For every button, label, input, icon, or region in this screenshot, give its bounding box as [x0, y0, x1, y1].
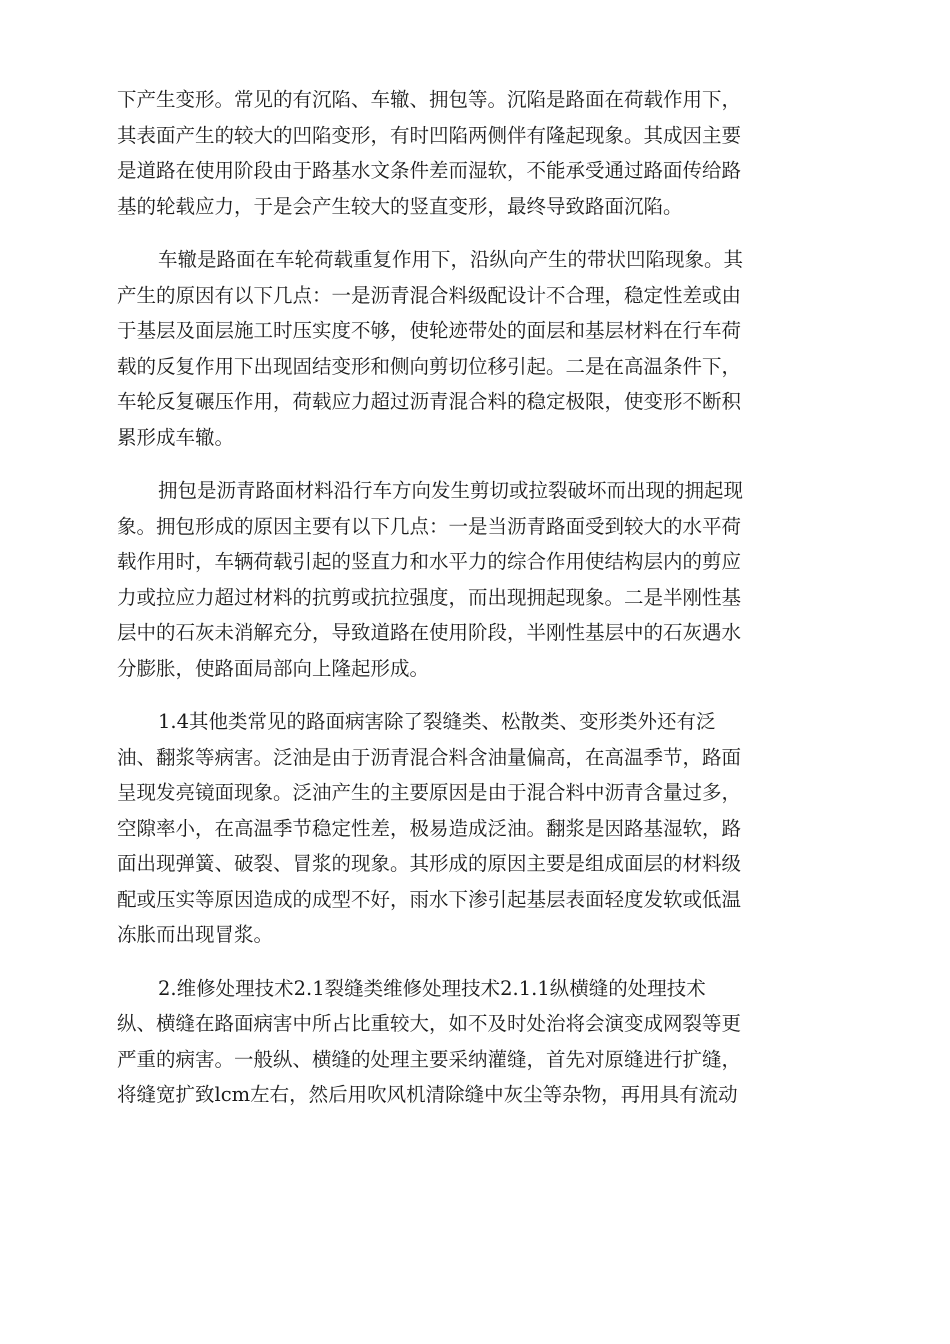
text-line: 面出现弹簧、破裂、冒浆的现象。其形成的原因主要是组成面层的材料级 [117, 852, 742, 875]
text-line: 将缝宽扩致lcm左右，然后用吹风机清除缝中灰尘等杂物，再用具有流动 [117, 1083, 738, 1106]
text-line: 产生的原因有以下几点：一是沥青混合料级配设计不合理，稳定性差或由 [117, 283, 742, 307]
text-line: 分膨胀，使路面局部向上隆起形成。 [117, 656, 430, 680]
text-line: 空隙率小，在高温季节稳定性差，极易造成泛油。翻浆是因路基湿软，路 [117, 816, 742, 840]
text-line: 层中的石灰未消解充分，导致道路在使用阶段，半刚性基层中的石灰遇水 [117, 621, 742, 644]
text-line: 配或压实等原因造成的成型不好，雨水下渗引起基层表面轻度发软或低温 [117, 887, 742, 911]
text-line: 1.4其他类常见的路面病害除了裂缝类、松散类、变形类外还有泛 [158, 710, 716, 733]
text-line: 车轮反复碾压作用，荷载应力超过沥青混合料的稳定极限，使变形不断积 [117, 390, 742, 413]
text-line: 是道路在使用阶段由于路基水文条件差而湿软，不能承受通过路面传给路 [117, 159, 742, 182]
paragraph-shoving [117, 473, 835, 686]
text-line: 拥包是沥青路面材料沿行车方向发生剪切或拉裂破坏而出现的拥起现 [158, 479, 744, 502]
text-line: 载作用时，车辆荷载引起的竖直力和水平力的综合作用使结构层内的剪应 [117, 550, 742, 573]
text-line: 力或拉应力超过材料的抗剪或抗拉强度，而出现拥起现象。二是半刚性基 [117, 585, 742, 609]
text-line: 基的轮载应力，于是会产生较大的竖直变形，最终导致路面沉陷。 [117, 194, 683, 218]
text-line: 纵、横缝在路面病害中所占比重较大，如不及时处治将会演变成网裂等更 [117, 1012, 742, 1035]
paragraph-subsidence [117, 82, 835, 224]
text-line: 呈现发亮镜面现象。泛油产生的主要原因是由于混合料中沥青含量过多， [117, 781, 742, 804]
text-line: 累形成车辙。 [117, 425, 235, 449]
text-line: 严重的病害。一般纵、横缝的处理主要采纳灌缝，首先对原缝进行扩缝， [117, 1047, 742, 1071]
text-line: 载的反复作用下出现固结变形和侧向剪切位移引起。二是在高温条件下， [117, 354, 742, 378]
text-line: 2.维修处理技术2.1裂缝类维修处理技术2.1.1纵横缝的处理技术 [158, 976, 706, 1000]
text-line: 于基层及面层施工时压实度不够，使轮迹带处的面层和基层材料在行车荷 [117, 319, 742, 342]
paragraph-other-distress [117, 704, 835, 953]
text-line: 下产生变形。常见的有沉陷、车辙、拥包等。沉陷是路面在荷载作用下， [117, 88, 742, 111]
text-line: 车辙是路面在车轮荷载重复作用下，沿纵向产生的带状凹陷现象。其 [158, 248, 744, 271]
text-line: 油、翻浆等病害。泛油是由于沥青混合料含油量偏高，在高温季节，路面 [117, 745, 742, 769]
text-line: 其表面产生的较大的凹陷变形，有时凹陷两侧伴有隆起现象。其成因主要 [117, 123, 742, 147]
paragraph-rutting [117, 242, 835, 455]
text-line: 象。拥包形成的原因主要有以下几点：一是当沥青路面受到较大的水平荷 [117, 514, 742, 538]
text-line: 冻胀而出现冒浆。 [117, 923, 274, 946]
paragraph-repair-techniques [117, 971, 835, 1113]
document-body [117, 82, 835, 1131]
